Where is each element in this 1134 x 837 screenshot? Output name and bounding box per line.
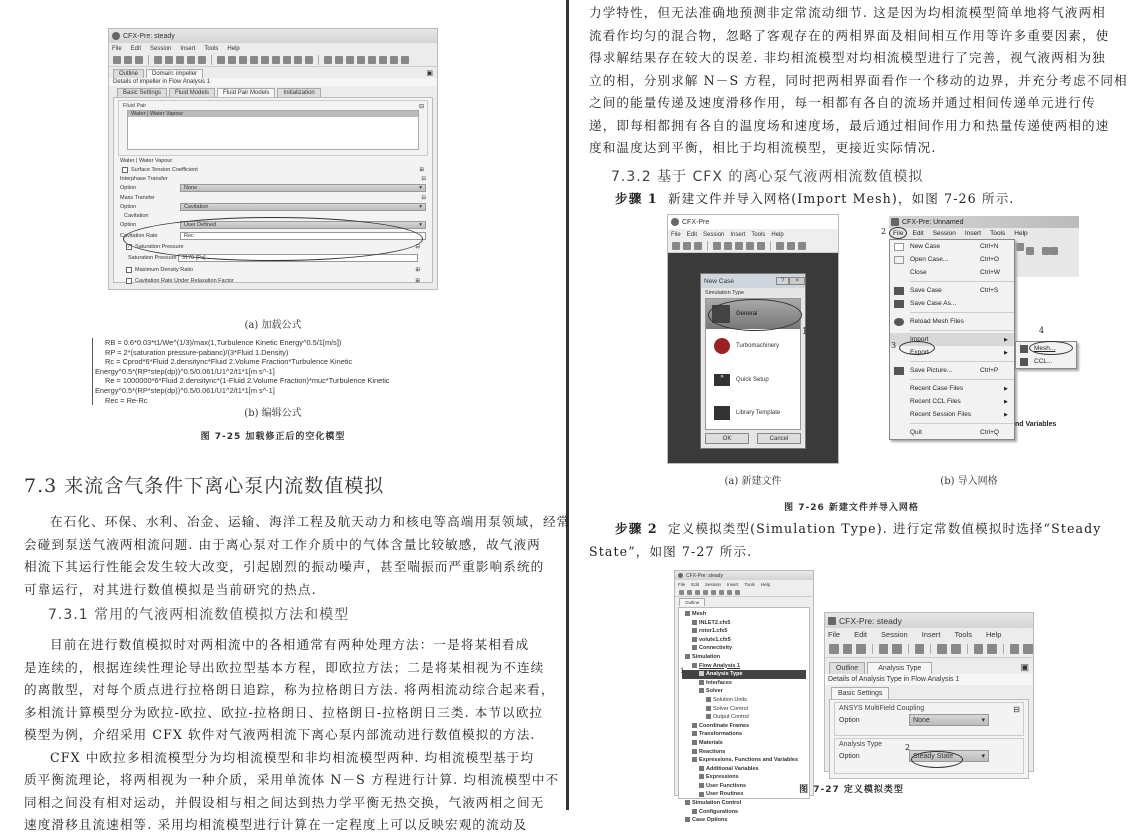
open-icon[interactable] bbox=[843, 644, 853, 654]
saturation-pressure-row: Saturation Pressure 3170 [Pa] bbox=[114, 253, 432, 263]
formula-line: Energy^0.5*(RP*step(dp))^0.5/0.061/U1^2/t1*1[m s^-1] bbox=[95, 385, 275, 395]
new-case-icon bbox=[894, 243, 904, 251]
window-titlebar bbox=[109, 29, 437, 43]
cavitation-option-row: Option User Defined ▾ bbox=[114, 220, 432, 230]
close-panel-icon[interactable]: ▣ bbox=[426, 70, 433, 77]
menu-item-recent-ccl[interactable]: Recent CCL Files ▶ bbox=[890, 395, 1014, 408]
paragraph-continued: 力学特性，但无法准确地预测非定常流动细节. 这是因为均相流模型简单地将气液两相 流看作均匀的混合物，忽略了客观存在的两相界面及相间相互作用等许多重要因素，使 得求解结果存在较大的误差. 非均相流模型对均相流模型进行了完善，视气液两相为独 立的相，分别求解 N－S 方程，同时把两相界面看作一个移动的边界，并充分考虑不同相 之间的能量传递及速度滑移作用，每一相都有各自的流场并通过相间传递单元进行传 递，即每相都拥有各自的温度场和速度场，最后通过相间作用力和热量传递使两相的速 度和温度达到平衡，相比于均相流模型，更接近实际情况. bbox=[589, 5, 1128, 155]
fluid-pair-label: Fluid Pair bbox=[123, 103, 147, 109]
annotation-ellipse bbox=[889, 227, 907, 239]
annotation-ellipse bbox=[1029, 341, 1073, 355]
ok-button[interactable]: OK bbox=[705, 433, 749, 444]
fig25a-caption: (a) 加载公式 bbox=[244, 320, 302, 331]
interphase-option-select[interactable]: None ▾ bbox=[180, 184, 426, 192]
cfx-pre-new-case-window bbox=[667, 214, 839, 464]
cavitation-rate-row: Cavitation Rate Rec bbox=[114, 231, 432, 241]
fluid-pair-item[interactable]: Water | Water Vapour bbox=[128, 111, 418, 117]
fluid-pair-group bbox=[118, 100, 428, 156]
mass-option-select[interactable]: Cavitation ▾ bbox=[180, 203, 426, 211]
chevron-down-icon: ▾ bbox=[419, 204, 422, 210]
collapse-icon[interactable]: ⊟ bbox=[421, 195, 426, 201]
figure-7-27-caption: 图 7-27 定义模拟类型 bbox=[799, 785, 904, 795]
fluid-pair-list[interactable] bbox=[127, 110, 419, 150]
quick-setup-icon: » bbox=[714, 374, 730, 386]
undo-icon[interactable] bbox=[746, 242, 754, 250]
section-title: 7.3 来流含气条件下离心泵内流数值模拟 bbox=[24, 475, 385, 497]
menu-help[interactable]: Help bbox=[771, 231, 784, 238]
new-icon[interactable] bbox=[113, 56, 121, 64]
open-icon[interactable] bbox=[687, 590, 692, 595]
menu-edit[interactable]: Edit bbox=[854, 630, 868, 639]
fig26a-caption: (a) 新建文件 bbox=[724, 476, 782, 487]
reaction-icon[interactable] bbox=[357, 56, 365, 64]
tree-item[interactable]: Reactions bbox=[682, 748, 806, 757]
interphase-transfer-header: Interphase Transfer ⊟ bbox=[120, 176, 426, 182]
menu-bar bbox=[825, 628, 1033, 641]
menu-item-export[interactable]: Export ▶ bbox=[890, 346, 1014, 359]
menu-item-ccl[interactable]: CCL... bbox=[1016, 355, 1076, 368]
formula-line: Rec = Re-Rc bbox=[105, 395, 148, 405]
interface-icon[interactable] bbox=[261, 56, 269, 64]
tab-outline[interactable]: Outline bbox=[829, 662, 865, 674]
chevron-down-icon: ▾ bbox=[419, 222, 422, 228]
output-control-icon[interactable] bbox=[335, 56, 343, 64]
tree-item[interactable]: volute1.cfx5 bbox=[682, 636, 806, 645]
tree-item-analysis-type[interactable]: Analysis Type bbox=[682, 670, 806, 679]
expand-icon[interactable]: ⊞ bbox=[415, 267, 420, 273]
step-marker: 2 bbox=[905, 743, 911, 752]
menu-item-mesh[interactable]: Mesh... bbox=[1016, 342, 1076, 355]
menu-file[interactable]: File bbox=[671, 231, 681, 238]
menu-insert[interactable]: Insert bbox=[180, 45, 196, 52]
save-icon[interactable] bbox=[856, 644, 866, 654]
annotation-ellipse bbox=[123, 217, 423, 261]
step-label: 步骤 2 bbox=[615, 521, 658, 536]
tree-item[interactable]: Mesh bbox=[682, 610, 806, 619]
solver-control-icon[interactable] bbox=[324, 56, 332, 64]
expand-icon[interactable]: ⊞ bbox=[419, 167, 424, 173]
menu-item-open-case[interactable]: Open Case... Ctrl+O bbox=[890, 253, 1014, 266]
step-marker: 1 bbox=[680, 667, 685, 675]
new-icon[interactable] bbox=[679, 590, 684, 595]
turbomachinery-icon bbox=[714, 338, 730, 354]
open-case-icon bbox=[894, 256, 904, 264]
option-library-template[interactable]: Library Template bbox=[706, 397, 800, 429]
expand-icon[interactable]: ⊞ bbox=[415, 278, 420, 284]
menu-tools[interactable]: Tools bbox=[204, 45, 219, 52]
menu-edit[interactable]: Edit bbox=[686, 231, 698, 238]
import-mesh-icon[interactable] bbox=[154, 56, 162, 64]
mesh-icon[interactable] bbox=[892, 644, 902, 654]
plot-icon[interactable] bbox=[390, 56, 398, 64]
saturation-pressure-input[interactable]: 3170 [Pa] bbox=[178, 254, 418, 262]
tab-outline[interactable]: Outline bbox=[679, 598, 705, 606]
menu-item-save-picture[interactable]: Save Picture... Ctrl+P bbox=[890, 364, 1014, 377]
menu-item-save-case[interactable]: Save Case Ctrl+S bbox=[890, 284, 1014, 297]
tree-item[interactable]: Expressions bbox=[682, 773, 806, 782]
write-solver-icon[interactable] bbox=[401, 56, 409, 64]
menu-session[interactable]: Session bbox=[705, 581, 722, 587]
menu-session[interactable]: Session bbox=[703, 231, 725, 238]
max-density-row: Maximum Density Ratio ⊞ bbox=[114, 265, 432, 275]
open-icon[interactable] bbox=[683, 242, 691, 250]
toolbar-icon[interactable] bbox=[1042, 247, 1050, 255]
menu-insert[interactable]: Insert bbox=[964, 230, 982, 237]
submenu-arrow-icon: ▶ bbox=[1004, 336, 1008, 343]
domain-icon[interactable] bbox=[798, 242, 806, 250]
cfx-pre-analysis-type-window bbox=[824, 612, 1034, 772]
tree-item[interactable]: Case Options bbox=[682, 816, 806, 825]
app-icon bbox=[891, 218, 899, 226]
material-icon[interactable] bbox=[346, 56, 354, 64]
formula-line: Energy^0.5*(RP*step(dp))^0.5/0.061/U1^2/t1*1[m s^-1] bbox=[95, 366, 275, 376]
submenu-arrow-icon: ▶ bbox=[1004, 411, 1008, 418]
toolbar-icon[interactable] bbox=[1050, 247, 1058, 255]
outline-tree bbox=[678, 607, 810, 824]
window-titlebar: CFX-Pre bbox=[668, 215, 838, 229]
save-icon[interactable] bbox=[135, 56, 143, 64]
paragraph-intro: 在石化、环保、水利、冶金、运输、海洋工程及航天动力和核电等高端用泵领域，经常 会碰到泵送气液两相流问题. 由于离心泵对工作介质中的气体含量比较敏感，故气液两 相流下其运行性能会发生较大改变，引起剧烈的振动噪声，甚至喘振而严重影响系统的 可靠运行，对其进行数值模拟是当前研究的热点. bbox=[24, 514, 571, 597]
new-icon[interactable] bbox=[829, 644, 839, 654]
menu-session[interactable]: Session bbox=[932, 230, 956, 237]
app-icon bbox=[678, 573, 683, 578]
panel-tabs bbox=[825, 658, 1033, 674]
subsection-title-7-3-1: 7.3.1 常用的气液两相流数值模拟方法和模型 bbox=[48, 607, 350, 623]
cfx-pre-outline-window bbox=[674, 570, 814, 824]
menu-session[interactable]: Session bbox=[881, 630, 908, 639]
table-icon[interactable] bbox=[294, 56, 302, 64]
menu-insert[interactable]: Insert bbox=[727, 581, 739, 587]
menu-insert[interactable]: Insert bbox=[730, 231, 746, 238]
interphase-option-row: Option None ▾ bbox=[114, 183, 432, 193]
help-button[interactable]: ? bbox=[776, 277, 789, 285]
menu-help[interactable]: Help bbox=[1014, 230, 1028, 237]
function-icon[interactable] bbox=[379, 56, 387, 64]
collapse-icon[interactable]: ⊟ bbox=[1013, 705, 1020, 714]
menu-file[interactable]: File bbox=[893, 230, 904, 237]
mesh-tool-icon[interactable] bbox=[974, 644, 984, 654]
expression-icon[interactable] bbox=[305, 56, 313, 64]
figure-7-25-caption: 图 7-25 加载修正后的空化模型 bbox=[200, 432, 346, 442]
paragraph-methods: 目前在进行数值模拟时对两相流中的各相通常有两种处理方法：一是将某相看成 是连续的，根据连续性理论导出欧拉型基本方程，即欧拉方法；二是将某相视为不连续 的离散型，对每个质点进行拉格朗日追踪，称为拉格朗日方法. 将两相流动综合起来看， 多相流计算模型分为欧拉-欧拉、欧拉-拉格朗日、拉格朗日-拉格朗日三类. 本节以欧拉 模型为例，介绍采用 CFX 软件对气液两相流下离心泵内部流动进行数值模拟的方法. CFX 中欧拉多相流模型分为均相流模型和非均相流模型两种. 均相流模型基于均 质平衡流理论，将两相视为一种介质，采用单流体 N－S 方程进行计算. 均相流模型中不 同相之间没有相对运动，并假设相与相之间达到热力学平衡无热交换，气液两相之间无 速度滑移且流速相等. 采用均相流模型进行计算在一定程度上可以反映宏观的流动及 bbox=[24, 637, 560, 832]
annotation-ellipse bbox=[911, 751, 963, 768]
tree-item[interactable]: User Routines bbox=[682, 790, 806, 799]
toolbar bbox=[825, 641, 1033, 658]
reload-mesh-icon bbox=[894, 318, 904, 326]
tree-item[interactable]: Simulation Control bbox=[682, 799, 806, 808]
collapse-icon[interactable]: ⊟ bbox=[421, 176, 426, 182]
step-marker: 4 bbox=[1039, 326, 1045, 335]
menu-file[interactable]: File bbox=[112, 45, 122, 52]
menu-bar bbox=[668, 229, 838, 240]
tab-domain-impeller[interactable]: Domain: impeller bbox=[146, 69, 203, 78]
tree-item[interactable]: Expressions, Functions and Variables bbox=[682, 756, 806, 765]
step-2: 步骤 2 定义模拟类型(Simulation Type). 进行定常数值模拟时选择“Steady State”，如图 7-27 所示. bbox=[589, 521, 1102, 559]
tab-fluid-models[interactable]: Fluid Models bbox=[169, 88, 215, 97]
chevron-down-icon: ▾ bbox=[419, 185, 422, 191]
tree-item[interactable]: Coordinate Frames bbox=[682, 722, 806, 731]
panel-tabs bbox=[675, 597, 813, 606]
analysis-type-select[interactable]: Steady State ▾ bbox=[909, 750, 989, 762]
cfx-pre-file-menu-screenshot bbox=[869, 214, 1069, 464]
surface-tension-label: Surface Tension Coefficient bbox=[131, 167, 198, 173]
option-quick-setup[interactable]: » Quick Setup bbox=[706, 363, 800, 397]
menu-item-close[interactable]: Close Ctrl+W bbox=[910, 269, 1001, 276]
cavitation-option-select[interactable]: User Defined ▾ bbox=[180, 221, 426, 229]
tree-item[interactable]: Connectivity bbox=[682, 644, 806, 653]
cavitation-header: Cavitation bbox=[124, 213, 149, 219]
region-icon[interactable] bbox=[228, 56, 236, 64]
picture-icon[interactable] bbox=[176, 56, 184, 64]
cfx-pre-window-domain bbox=[108, 28, 438, 290]
file-menu-dropdown bbox=[889, 239, 1015, 440]
multifield-coupling-group: ANSYS MultiField Coupling ⊟ Option None ▾ bbox=[834, 702, 1024, 736]
chevron-down-icon: ▾ bbox=[981, 717, 985, 724]
mesh-tool-icon[interactable] bbox=[776, 242, 784, 250]
tree-item[interactable]: Solver bbox=[682, 687, 806, 696]
mass-transfer-header: Mass Transfer ⊟ bbox=[120, 195, 426, 201]
subdomain-icon[interactable] bbox=[272, 56, 280, 64]
window-titlebar: CFX-Pre: steady bbox=[825, 613, 1033, 628]
tree-item[interactable]: Simulation bbox=[682, 653, 806, 662]
tab-initialization[interactable]: Initialization bbox=[277, 88, 320, 97]
analysis-type-group: Analysis Type Option Steady State ▾ bbox=[834, 738, 1024, 774]
picture-icon[interactable] bbox=[915, 644, 925, 654]
step-marker: 2 bbox=[881, 227, 887, 236]
menu-tools[interactable]: Tools bbox=[744, 581, 755, 587]
tree-item[interactable]: Transformations bbox=[682, 730, 806, 739]
close-panel-icon[interactable]: ▣ bbox=[1020, 662, 1029, 672]
tree-item[interactable]: Interfaces bbox=[682, 679, 806, 688]
save-icon[interactable] bbox=[695, 590, 700, 595]
panel-tabs bbox=[109, 67, 437, 78]
toolbar bbox=[668, 240, 838, 253]
simulation-type-label: Simulation Type bbox=[705, 290, 745, 296]
menu-help[interactable]: Help bbox=[760, 581, 771, 587]
fig25b-caption: (b) 编辑公式 bbox=[244, 408, 302, 419]
toolbar bbox=[109, 54, 437, 67]
domain-icon[interactable] bbox=[1010, 644, 1020, 654]
tree-item[interactable]: User Functions bbox=[682, 782, 806, 791]
menu-bar bbox=[889, 228, 1079, 239]
tree-item[interactable]: Solver Control bbox=[682, 705, 806, 714]
coupling-option-row: Option None ▾ bbox=[839, 713, 1019, 727]
menu-edit[interactable]: Edit bbox=[691, 581, 700, 587]
domain-subtabs bbox=[109, 86, 437, 97]
menu-item-import[interactable]: Import ▶ bbox=[890, 333, 1014, 346]
saturation-pressure-checkbox[interactable]: ✓ bbox=[127, 244, 132, 250]
mass-option-row: Option Cavitation ▾ bbox=[114, 202, 432, 212]
app-icon bbox=[671, 218, 679, 226]
option-general[interactable]: General bbox=[706, 299, 800, 329]
submenu-arrow-icon: ▶ bbox=[1004, 349, 1008, 356]
step-label: 步骤 1 bbox=[615, 191, 658, 206]
collapse-icon[interactable]: ⊟ bbox=[415, 244, 420, 250]
right-page bbox=[569, 0, 1134, 824]
menu-help[interactable]: Help bbox=[227, 45, 240, 52]
analysis-option-row: Option Steady State ▾ bbox=[839, 749, 1019, 763]
menu-file[interactable]: File bbox=[828, 630, 841, 639]
details-heading: Details of Analysis Type in Flow Analysis 1 bbox=[825, 674, 1033, 685]
tree-item[interactable]: Solution Units bbox=[682, 696, 806, 705]
max-density-checkbox[interactable] bbox=[126, 267, 132, 273]
formula-line: RP = 2*(saturation pressure-pabanc)/(3*Fluid 1.Density) bbox=[105, 347, 289, 357]
redo-icon[interactable] bbox=[198, 56, 206, 64]
menu-item-recent-case[interactable]: Recent Case Files ▶ bbox=[890, 382, 1014, 395]
import-mesh-icon[interactable] bbox=[713, 242, 721, 250]
menu-tools[interactable]: Tools bbox=[990, 230, 1006, 237]
toolbar bbox=[675, 588, 813, 597]
menu-file[interactable]: File bbox=[678, 581, 686, 587]
source-icon[interactable] bbox=[283, 56, 291, 64]
pair-header: Water | Water Vapour bbox=[120, 158, 173, 164]
tab-basic-settings[interactable]: Basic Settings bbox=[831, 687, 889, 699]
picture-icon[interactable] bbox=[719, 590, 724, 595]
redo-icon[interactable] bbox=[735, 590, 740, 595]
undo-icon[interactable] bbox=[937, 644, 947, 654]
tab-basic-settings[interactable]: Basic Settings bbox=[117, 88, 167, 97]
close-button[interactable]: × bbox=[789, 277, 805, 285]
step-marker: 1 bbox=[802, 327, 808, 337]
subsection-title-7-3-2: 7.3.2 基于 CFX 的离心泵气液两相流数值模拟 bbox=[611, 169, 924, 185]
formula-line: Rc = Cprod*6*Fluid 2.densitync*Fluid 2.Volume Fraction*Turbulence Kinetic bbox=[105, 357, 353, 367]
mesh-tool-icon[interactable] bbox=[217, 56, 225, 64]
mesh-icon[interactable] bbox=[165, 56, 173, 64]
import-mesh-icon[interactable] bbox=[879, 644, 889, 654]
submenu-arrow-icon: ▶ bbox=[1004, 398, 1008, 405]
mesh-icon[interactable] bbox=[724, 242, 732, 250]
app-icon bbox=[112, 32, 120, 40]
save-icon[interactable] bbox=[694, 242, 702, 250]
fig26b-caption: (b) 导入网格 bbox=[940, 476, 998, 487]
undo-icon[interactable] bbox=[727, 590, 732, 595]
figure-7-26-caption: 图 7-26 新建文件并导入网格 bbox=[784, 503, 919, 513]
formula-line: RB = 0.6*0.03*t1/We^(1/3)/max(1,Turbulence Kinetic Energy^0.5/1[m/s]) bbox=[105, 338, 342, 347]
menu-tools[interactable]: Tools bbox=[751, 231, 766, 238]
tree-item[interactable]: Materials bbox=[682, 739, 806, 748]
saturation-pressure-check-row: ✓ Saturation Pressure ⊟ bbox=[127, 244, 420, 250]
save-as-icon bbox=[894, 300, 904, 308]
menu-session[interactable]: Session bbox=[150, 45, 172, 52]
dialog-buttons bbox=[701, 430, 805, 447]
formula-block bbox=[92, 338, 462, 405]
dialog-titlebar: New Case ? × bbox=[701, 274, 805, 288]
cavitation-factor-checkbox[interactable] bbox=[126, 278, 132, 284]
import-mesh-icon[interactable] bbox=[703, 590, 708, 595]
cavitation-factor-row: Cavitation Rate Under Relaxation Factor ⊞ bbox=[114, 276, 432, 286]
save-icon bbox=[894, 287, 904, 295]
window-titlebar: CFX-Pre: Unnamed bbox=[889, 216, 1079, 228]
tree-item[interactable]: Additional Variables bbox=[682, 765, 806, 774]
annotation-ellipse bbox=[708, 299, 802, 331]
ccl-icon bbox=[1020, 358, 1028, 366]
tree-item[interactable]: Output Control bbox=[682, 713, 806, 722]
background-text: nd Variables bbox=[1015, 421, 1057, 428]
toolbar-partial bbox=[1014, 239, 1079, 277]
tree-item[interactable]: rotor1.cfx5 bbox=[682, 627, 806, 636]
region-icon[interactable] bbox=[787, 242, 795, 250]
collapse-icon[interactable]: ⊟ bbox=[418, 104, 424, 110]
formula-line: Re = 1000000*6*Fluid 2.densitync*(1-Fluid 2.Volume Fraction)*muc*Turbulence Kinetic bbox=[105, 376, 390, 386]
app-icon bbox=[828, 617, 836, 625]
menu-bar bbox=[109, 43, 437, 54]
menu-insert[interactable]: Insert bbox=[921, 630, 941, 639]
domain-icon[interactable] bbox=[239, 56, 247, 64]
step-marker: 3 bbox=[891, 341, 897, 350]
menu-edit[interactable]: Edit bbox=[912, 230, 924, 237]
menu-item-reload-mesh[interactable]: Reload Mesh Files bbox=[890, 315, 1014, 328]
option-turbomachinery[interactable]: Turbomachinery bbox=[706, 329, 800, 363]
cavitation-rate-input[interactable]: Rec bbox=[180, 232, 426, 240]
boundary-icon[interactable] bbox=[250, 56, 258, 64]
open-icon[interactable] bbox=[124, 56, 132, 64]
analysis-subtabs bbox=[825, 685, 1033, 699]
toolbar-icon[interactable] bbox=[1026, 247, 1034, 255]
surface-tension-checkbox[interactable] bbox=[122, 167, 128, 173]
toolbar-icon[interactable] bbox=[1016, 243, 1024, 251]
cancel-button[interactable]: Cancel bbox=[757, 433, 801, 444]
window-title: CFX-Pre: steady bbox=[123, 32, 175, 40]
tab-fluid-pair-models[interactable]: Fluid Pair Models bbox=[217, 88, 275, 97]
details-heading: Details of impeller in Flow Analysis 1 bbox=[109, 78, 437, 86]
picture-icon[interactable] bbox=[735, 242, 743, 250]
menu-item-save-case-as[interactable]: Save Case As... bbox=[890, 297, 1014, 310]
tree-item[interactable]: Configurations bbox=[682, 808, 806, 817]
mesh-icon bbox=[1020, 345, 1028, 353]
coupling-option-select[interactable]: None ▾ bbox=[909, 714, 989, 726]
variable-icon[interactable] bbox=[368, 56, 376, 64]
annotation-ellipse bbox=[899, 341, 935, 355]
menu-bar bbox=[675, 580, 813, 588]
region-icon[interactable] bbox=[987, 644, 997, 654]
tree-item[interactable]: Flow Analysis 1 bbox=[682, 662, 806, 671]
menu-tools[interactable]: Tools bbox=[954, 630, 972, 639]
chevron-down-icon: ▾ bbox=[981, 753, 985, 760]
menu-item-recent-session[interactable]: Recent Session Files ▶ bbox=[890, 408, 1014, 421]
picture-icon bbox=[894, 367, 904, 375]
undo-icon[interactable] bbox=[187, 56, 195, 64]
boundary-icon[interactable] bbox=[1023, 644, 1033, 654]
tree-item[interactable]: INLET2.cfx5 bbox=[682, 619, 806, 628]
new-icon[interactable] bbox=[672, 242, 680, 250]
mesh-icon[interactable] bbox=[711, 590, 716, 595]
tab-outline[interactable]: Outline bbox=[113, 69, 144, 78]
redo-icon[interactable] bbox=[757, 242, 765, 250]
tab-analysis-type[interactable]: Analysis Type bbox=[867, 662, 932, 674]
window-titlebar: CFX-Pre: steady bbox=[675, 571, 813, 580]
redo-icon[interactable] bbox=[951, 644, 961, 654]
surface-tension-row bbox=[114, 165, 432, 175]
menu-item-new-case[interactable]: New Case Ctrl+N bbox=[890, 240, 1014, 253]
step-1: 步骤 1 新建文件并导入网格(Import Mesh)，如图 7-26 所示. bbox=[615, 191, 1015, 206]
menu-item-quit[interactable]: Quit Ctrl+Q bbox=[910, 429, 999, 436]
library-template-icon bbox=[714, 406, 730, 420]
menu-edit[interactable]: Edit bbox=[130, 45, 142, 52]
submenu-arrow-icon: ▶ bbox=[1004, 385, 1008, 392]
menu-help[interactable]: Help bbox=[986, 630, 1002, 639]
